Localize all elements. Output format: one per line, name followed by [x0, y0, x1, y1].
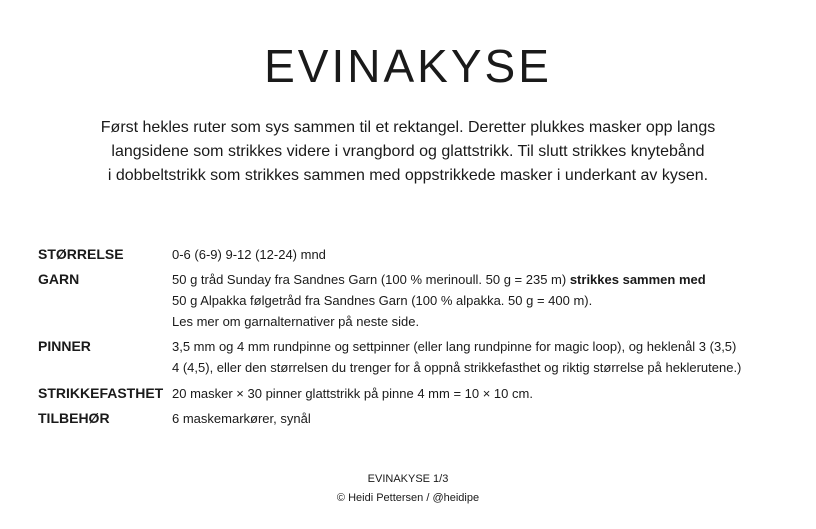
spec-row-yarn [38, 269, 798, 332]
spec-value [172, 383, 798, 404]
spec-value-line: 4 (4,5), eller den størrelsen du trenger for å oppnå strikkefasthet og riktig størrelse på heklerutene.) [172, 360, 742, 375]
spec-value [172, 244, 798, 265]
spec-label: STØRRELSE [38, 246, 124, 262]
spec-label: TILBEHØR [38, 410, 110, 426]
intro-line: langsidene som strikkes videre i vrangbord og glattstrikk. Til slutt strikkes knytebånd [111, 143, 705, 160]
intro-line: i dobbeltstrikk som strikkes sammen med oppstrikkede masker i underkant av kysen. [107, 167, 709, 184]
spec-value-line: 20 masker × 30 pinner glattstrikk på pinne 4 mm = 10 × 10 cm. [172, 386, 533, 401]
spec-row-gauge [38, 383, 798, 404]
spec-value-line: 0-6 (6-9) 9-12 (12-24) mnd [172, 247, 326, 262]
intro-line: Først hekles ruter som sys sammen til et rektangel. Deretter plukkes masker opp langs [100, 119, 716, 136]
spec-value [172, 336, 798, 378]
spec-value-line: 3,5 mm og 4 mm rundpinne og settpinner (eller lang rundpinne for magic loop), og heklenål 3 (3,5) [172, 339, 737, 354]
page-number: EVINAKYSE 1/3 [367, 473, 449, 485]
spec-value-line: Les mer om garnalternativer på neste side. [172, 314, 420, 329]
spec-value [172, 408, 798, 429]
spec-label: GARN [38, 271, 80, 287]
spec-label: PINNER [38, 338, 91, 354]
spec-value-line: 50 g Alpakka følgetråd fra Sandnes Garn (100 % alpakka. 50 g = 400 m). [172, 293, 593, 308]
copyright: © Heidi Pettersen / @heidipe [336, 492, 480, 504]
spec-value-line: 6 maskemarkører, synål [172, 411, 311, 426]
page-footer [0, 470, 816, 508]
emphasis-text: strikkes sammen med [569, 272, 706, 287]
spec-row-size [38, 244, 798, 265]
spec-value [172, 269, 798, 332]
intro-paragraph [60, 116, 756, 188]
spec-row-notions [38, 408, 798, 429]
page-title: EVINAKYSE [264, 40, 552, 92]
spec-row-needles [38, 336, 798, 378]
spec-label: STRIKKEFASTHET [38, 385, 164, 401]
specs-table [38, 244, 798, 429]
spec-value-line: 50 g tråd Sunday fra Sandnes Garn (100 % merinoull. 50 g = 235 m) strikkes sammen med [172, 272, 706, 287]
